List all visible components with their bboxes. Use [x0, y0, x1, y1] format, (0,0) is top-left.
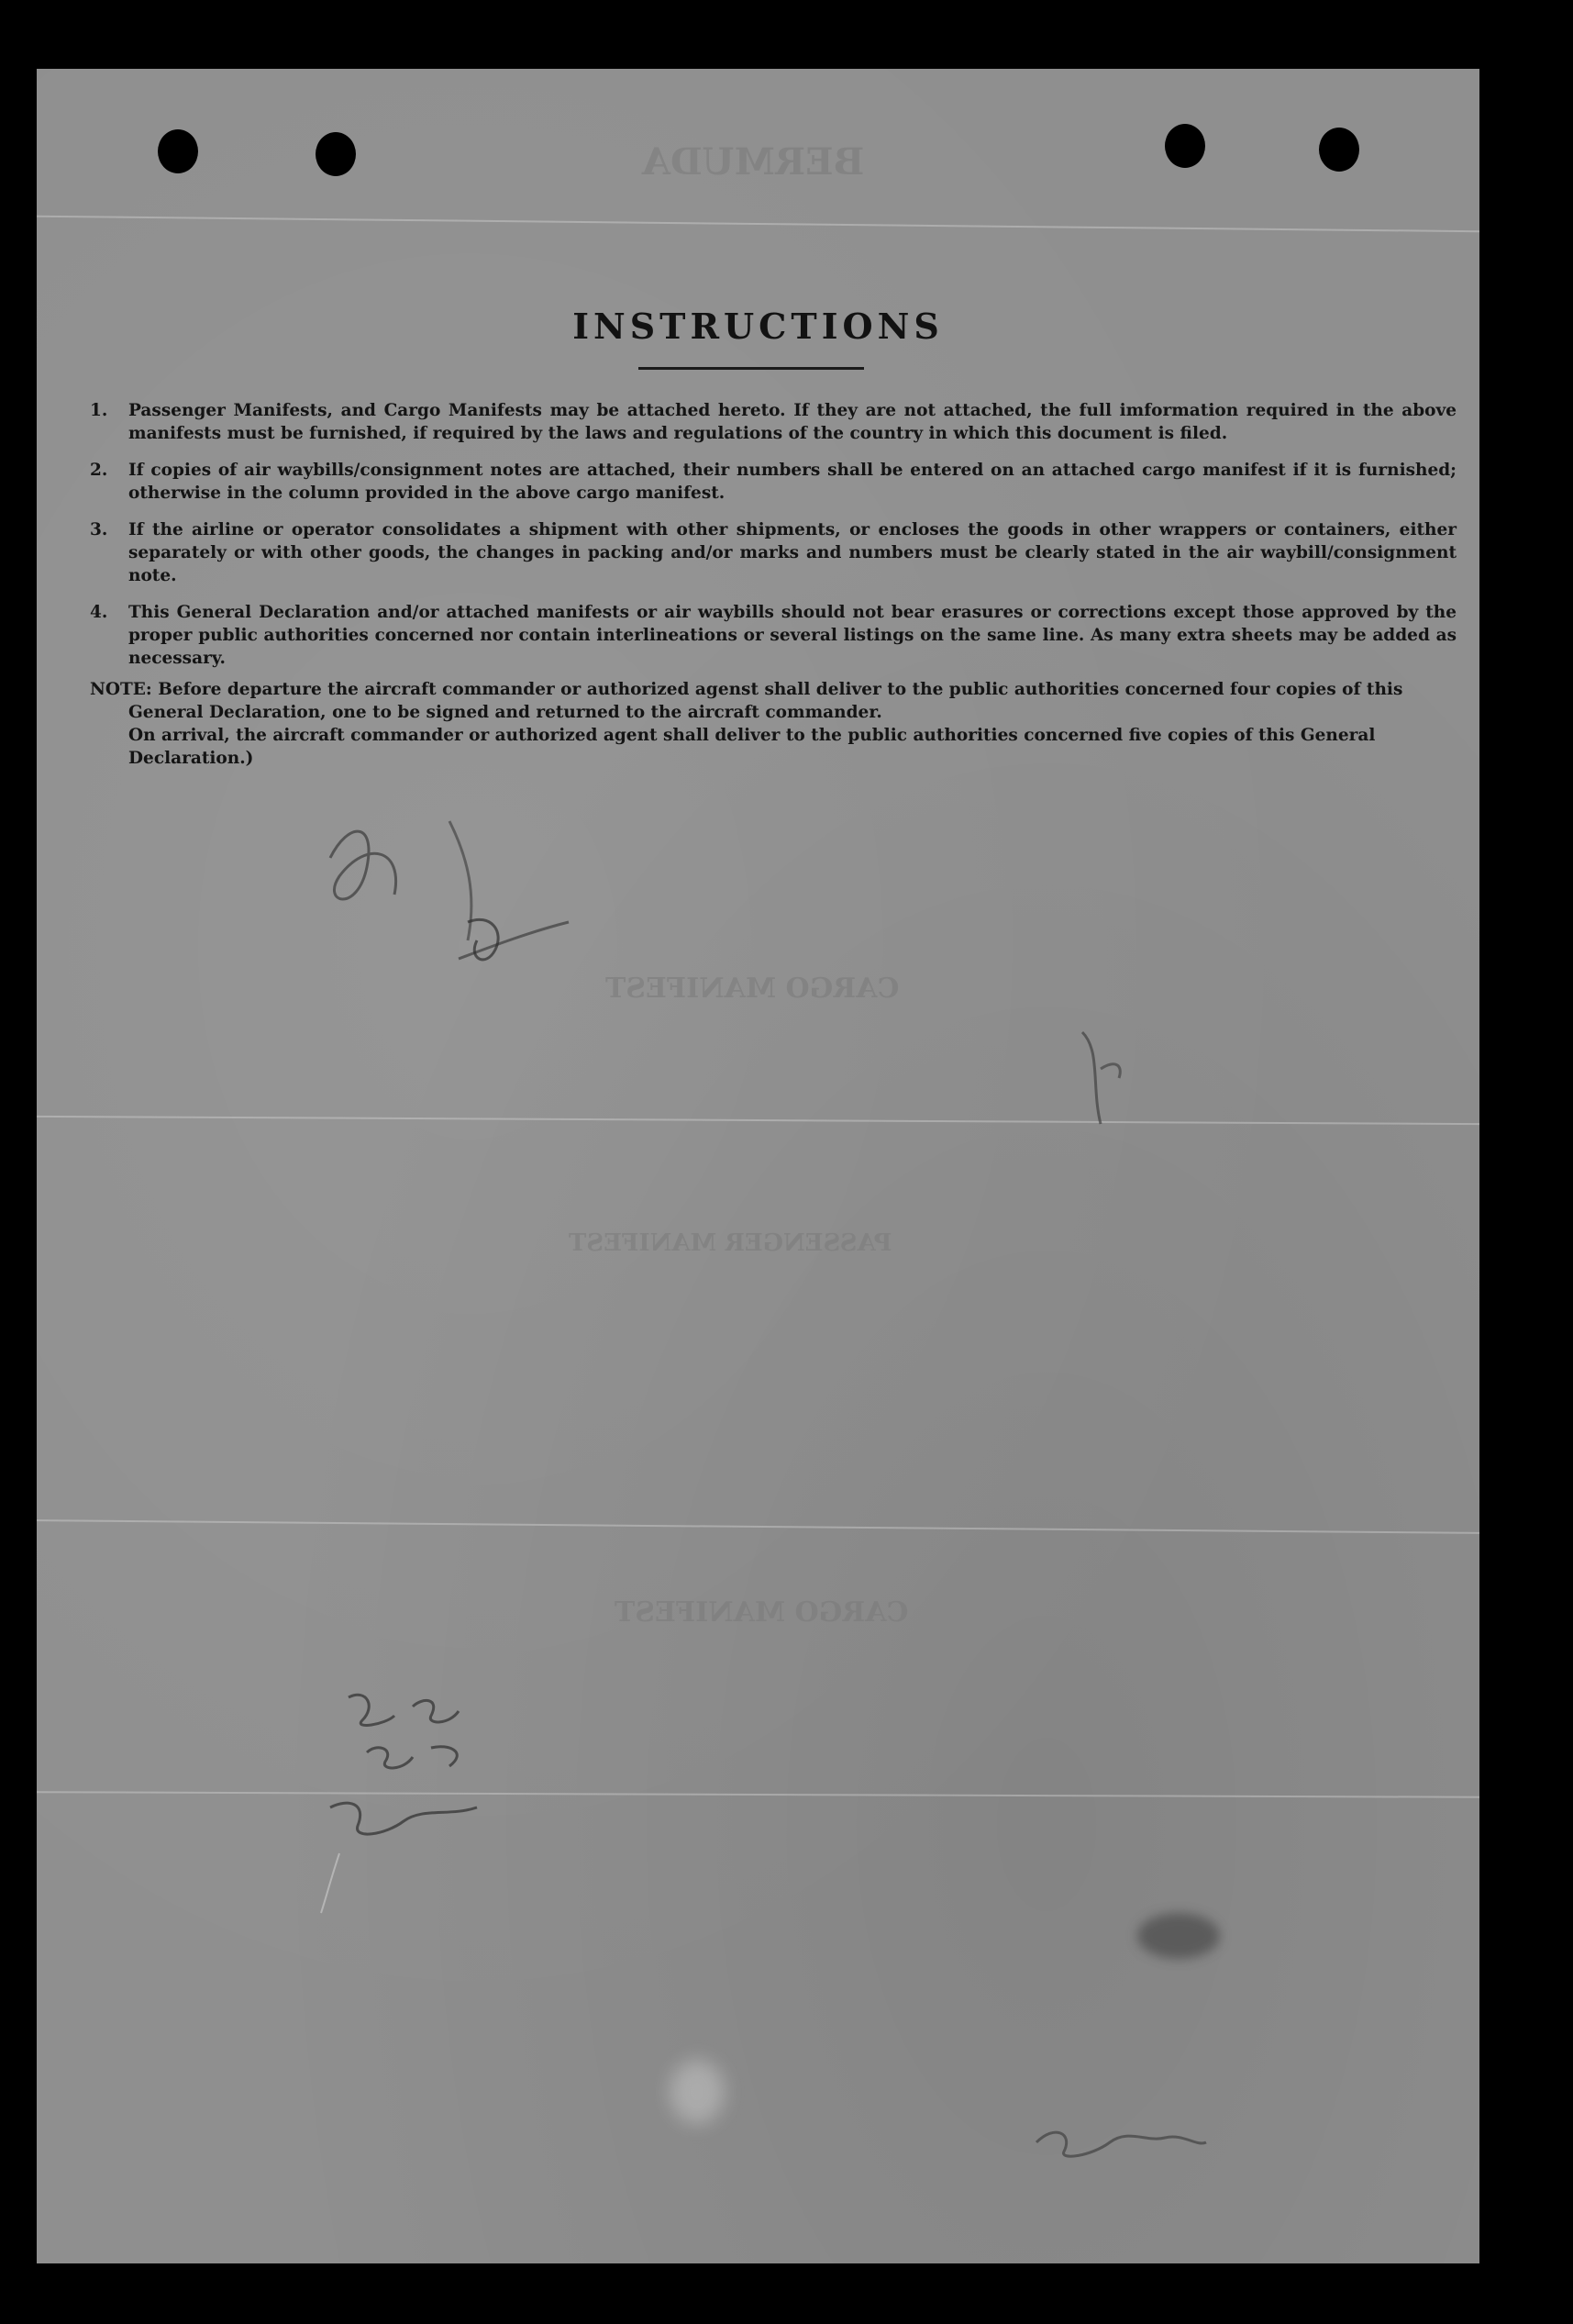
- note-text-2: On arrival, the aircraft commander or authorized agent shall deliver to the public authorities concerned five copies of this General Declaration.): [128, 726, 1376, 768]
- instruction-text: This General Declaration and/or attached manifests or air waybills should not bear erasures or corrections except those approved by the proper public authorities concerned nor contain interlineations or several listings on the same line. As many extra sheets may be added as necessary.: [128, 603, 1457, 668]
- instruction-number: 2.: [90, 461, 108, 480]
- note-paragraph: [90, 678, 1457, 724]
- ink-smudge: [1137, 1913, 1220, 1959]
- show-through-cargo-manifest-2: CARGO MANIFEST: [615, 1596, 909, 1629]
- instructions-list: [90, 399, 1457, 770]
- fold-line: [37, 1791, 1479, 1797]
- instruction-number: 3.: [90, 520, 108, 539]
- instruction-text: If the airline or operator consolidates a shipment with other shipments, or encloses the goods in other wrappers or containers, either separately or with other goods, the changes in packing and/or marks and numbers must be clearly stated in the air waybill/consignment note.: [128, 520, 1457, 585]
- note-block: [90, 678, 1457, 770]
- note-paragraph: [90, 724, 1457, 770]
- instruction-text: If copies of air waybills/consignment notes are attached, their numbers shall be entered on an attached cargo manifest if it is furnished; otherwise in the column provided in the above cargo manifest.: [128, 461, 1457, 503]
- fold-line: [37, 1116, 1479, 1125]
- punch-hole-left-1: [158, 129, 198, 173]
- instruction-text: Passenger Manifests, and Cargo Manifests may be attached hereto. If they are not attached, the full imformation required in the above manifests must be furnished, if required by the laws and regulations of the country in which this document is filed.: [128, 401, 1457, 443]
- fold-line: [37, 1519, 1479, 1534]
- instruction-number: 1.: [90, 401, 108, 420]
- instruction-item: [90, 399, 1457, 445]
- note-text-1: Before departure the aircraft commander or authorized agenst shall deliver to the public authorities concerned four copies of this General Declaration, one to be signed and returned to the aircraft commander.: [128, 680, 1403, 722]
- note-label: NOTE:: [90, 680, 152, 699]
- title-underline: [638, 367, 864, 370]
- paper-highlight: [670, 2060, 725, 2124]
- fold-line: [37, 216, 1479, 232]
- instruction-item: [90, 518, 1457, 587]
- punch-hole-left-2: [316, 132, 356, 176]
- instruction-item: [90, 601, 1457, 670]
- document-sheet: [37, 69, 1479, 2263]
- punch-hole-right-2: [1319, 128, 1359, 172]
- page-title: INSTRUCTIONS: [572, 306, 944, 347]
- show-through-passenger-manifest: PASSENGER MANIFEST: [569, 1229, 892, 1257]
- instruction-number: 4.: [90, 603, 108, 622]
- handwritten-mark: [294, 784, 587, 986]
- show-through-heading: BERMUDA: [642, 140, 865, 183]
- handwritten-mark: [1027, 2106, 1211, 2170]
- punch-hole-right-1: [1165, 124, 1205, 168]
- instruction-item: [90, 459, 1457, 505]
- show-through-cargo-manifest: CARGO MANIFEST: [605, 973, 900, 1005]
- handwritten-mark: [1064, 1023, 1137, 1133]
